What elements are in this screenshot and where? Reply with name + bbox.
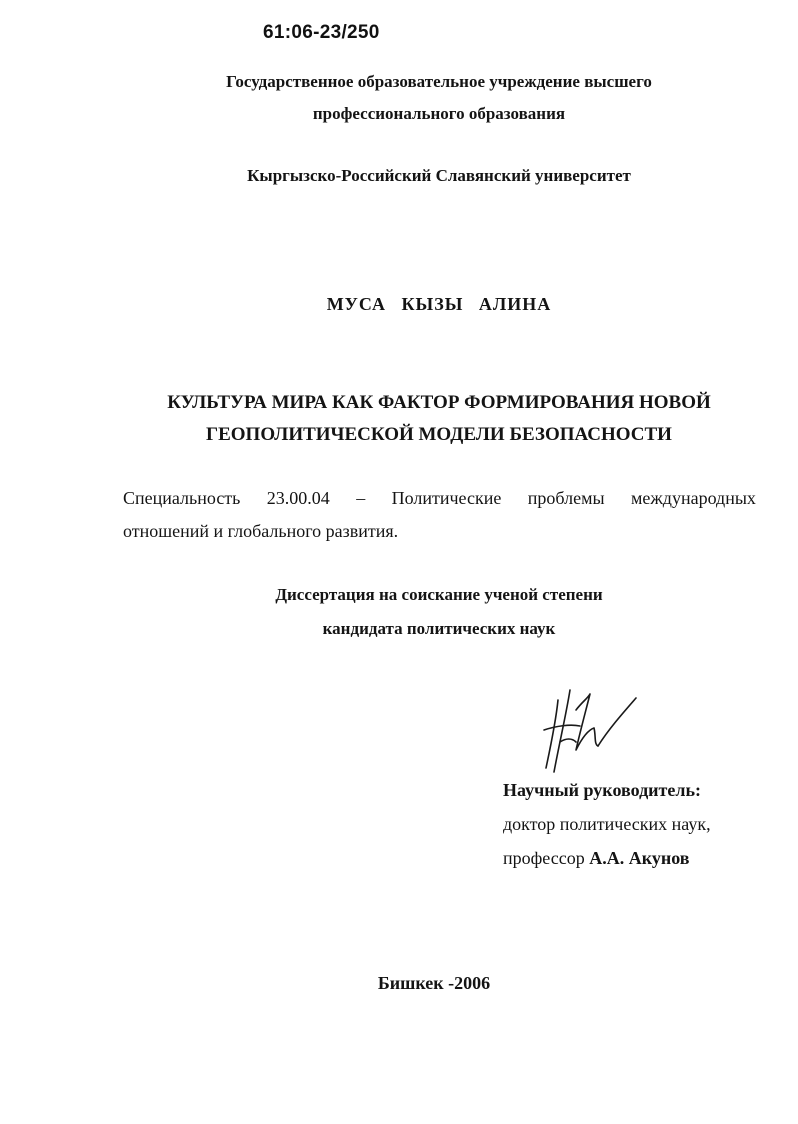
handwritten-signature — [536, 680, 646, 775]
specialty-word: международных — [630, 488, 756, 508]
specialty-code: 23.00.04 — [266, 488, 330, 508]
university-name: Кыргызско-Российский Славянский университет — [247, 166, 631, 185]
advisor-position: профессор — [503, 848, 585, 868]
advisor-degree: доктор политических наук, — [503, 814, 711, 834]
dissertation-degree-line-2: кандидата политических наук — [322, 619, 556, 638]
dissertation-degree-line-1: Диссертация на соискание ученой степени — [275, 585, 603, 604]
advisor-name: А.А. Акунов — [589, 848, 690, 868]
author-name: МУСА КЫЗЫ АЛИНА — [326, 294, 552, 314]
dissertation-title-line-2: ГЕОПОЛИТИЧЕСКОЙ МОДЕЛИ БЕЗОПАСНОСТИ — [206, 424, 672, 445]
dissertation-title-line-1: КУЛЬТУРА МИРА КАК ФАКТОР ФОРМИРОВАНИЯ НОВОЙ — [167, 392, 711, 413]
institution-line-2: профессионального образования — [312, 104, 566, 123]
specialty-line-2: отношений и глобального развития. — [123, 521, 399, 541]
institution-line-1: Государственное образовательное учреждение высшего — [226, 72, 652, 91]
advisor-heading: Научный руководитель: — [503, 780, 701, 800]
specialty-word: Специальность — [123, 488, 241, 508]
specialty-line-1 — [123, 488, 756, 509]
city-year: Бишкек -2006 — [377, 973, 491, 993]
specialty-dash: – — [356, 488, 366, 508]
specialty-word: Политические — [391, 488, 502, 508]
stamp-code: 61:06-23/250 — [263, 22, 380, 43]
advisor-position-line — [503, 848, 689, 869]
specialty-word: проблемы — [527, 488, 605, 508]
